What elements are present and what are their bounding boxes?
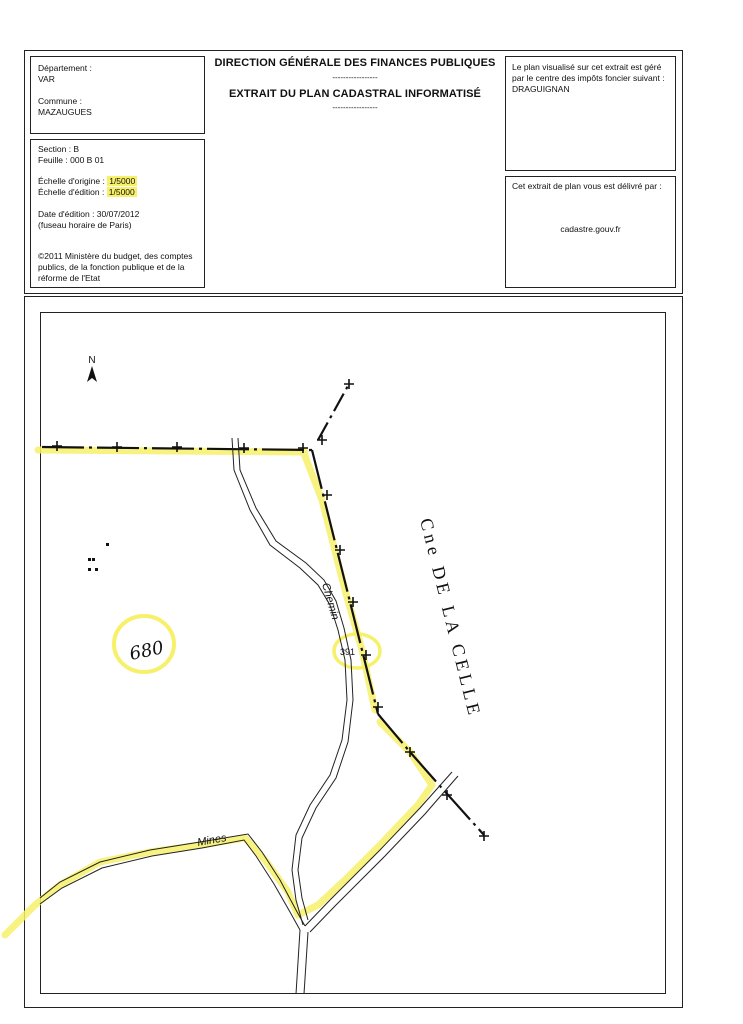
section-text: Section : B	[38, 144, 80, 154]
echelle-origine-label: Échelle d'origine :	[38, 176, 105, 186]
tax-center-line-2: par le centre des impôts foncier suivant :	[512, 73, 665, 83]
feuille-text: Feuille : 000 B 01	[38, 155, 105, 165]
copyright-line-2: publics, de la fonction publique et de la	[38, 262, 185, 272]
date-edition: Date d'édition : 30/07/2012	[38, 209, 140, 219]
commune-label-group	[416, 516, 485, 720]
chemin-label-group	[319, 582, 341, 622]
title-dgfip: DIRECTION GÉNÉRALE DES FINANCES PUBLIQUES	[214, 57, 496, 69]
diagonal-road	[296, 772, 458, 994]
parcel-number-391: 391	[340, 647, 356, 657]
echelle-origine-value: 1/5000	[109, 176, 136, 186]
title-separator-2: -----------------	[332, 103, 378, 112]
mines-label-group	[196, 832, 227, 849]
tax-center-line-1: Le plan visualisé sur cet extrait est géré	[512, 62, 662, 72]
copyright-line-3: réforme de l'Etat	[38, 273, 101, 283]
commune-label: Commune :	[38, 96, 82, 106]
commune-label: Cne DE LA CELLE	[416, 516, 486, 721]
delivered-label: Cet extrait de plan vous est délivré par :	[512, 181, 662, 191]
echelle-edition-label: Échelle d'édition :	[38, 187, 105, 197]
chemin-road	[232, 438, 356, 925]
parcel-number-680: 680	[127, 637, 166, 665]
echelle-edition-value: 1/5000	[108, 187, 135, 197]
title-extrait: EXTRAIT DU PLAN CADASTRAL INFORMATISÉ	[228, 88, 481, 100]
parcel-680-group	[128, 637, 166, 665]
copyright-line-1: ©2011 Ministère du budget, des comptes	[38, 251, 193, 261]
tax-center-name: DRAGUIGNAN	[512, 84, 570, 94]
chemin-label: Chemin	[319, 581, 342, 622]
commune-value: MAZAUGUES	[38, 107, 92, 117]
mines-label: Mines	[196, 832, 228, 849]
north-label: N	[88, 355, 96, 366]
departement-label: Département :	[38, 63, 92, 73]
fuseau-horaire: (fuseau horaire de Paris)	[38, 220, 132, 230]
title-separator-1: -----------------	[332, 73, 378, 82]
departement-value: VAR	[38, 74, 55, 84]
north-arrow-icon	[87, 366, 97, 382]
delivered-by-site: cadastre.gouv.fr	[560, 224, 621, 234]
survey-marks	[88, 543, 109, 571]
